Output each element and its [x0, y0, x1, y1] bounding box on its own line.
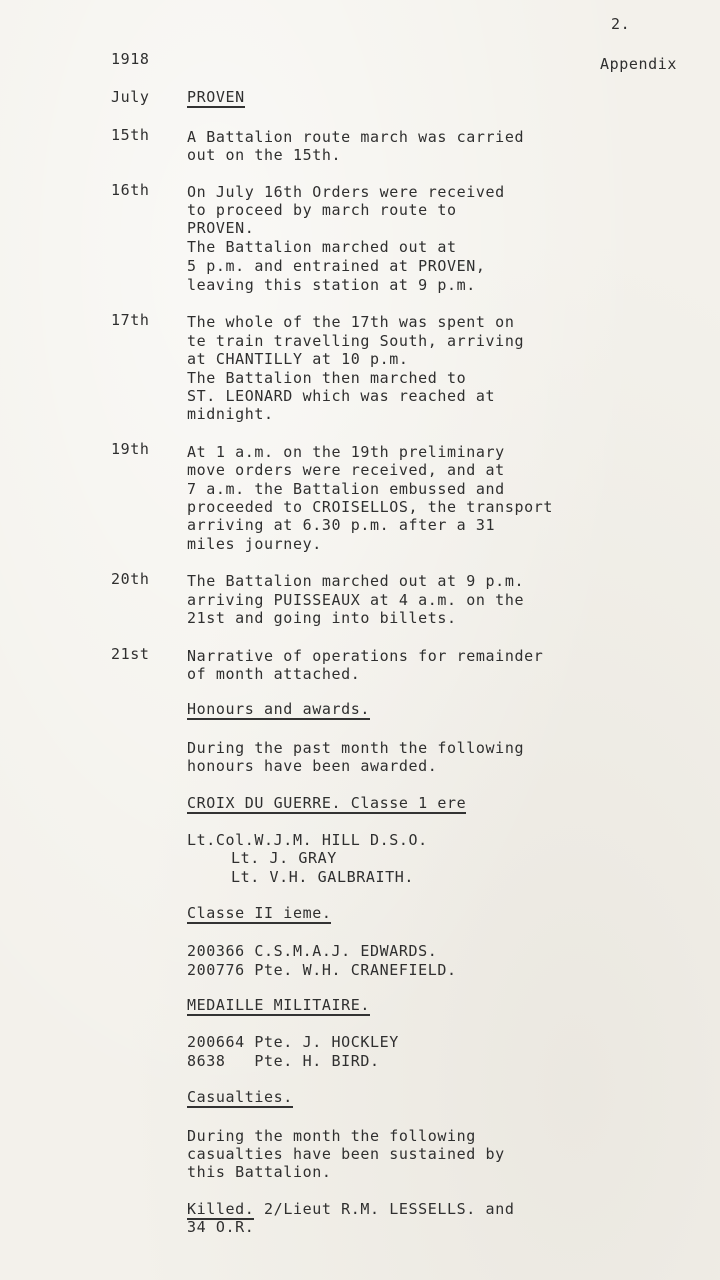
- killed-text: 2/Lieut R.M. LESSELLS. and: [254, 1200, 515, 1218]
- casualties-intro-line: casualties have been sustained by: [187, 1145, 505, 1163]
- entry-line: te train travelling South, arriving: [187, 332, 525, 350]
- honours-intro-line: honours have been awarded.: [187, 757, 438, 775]
- entry-line: arriving PUISSEAUX at 4 a.m. on the: [187, 591, 525, 609]
- entry-line: proceeded to CROISELLOS, the transport: [187, 498, 553, 516]
- entry-line: 5 p.m. and entrained at PROVEN,: [187, 257, 486, 275]
- entry-line: The Battalion marched out at: [187, 238, 457, 256]
- classe-ii-heading: Classe II ieme.: [187, 904, 332, 922]
- entry-line: PROVEN.: [187, 219, 255, 237]
- killed-label: Killed.: [187, 1200, 255, 1218]
- entry-date: 16th: [111, 181, 150, 199]
- award-name: 200664 Pte. J. HOCKLEY: [187, 1033, 399, 1051]
- entry-line: The whole of the 17th was spent on: [187, 313, 515, 331]
- award-name: 8638 Pte. H. BIRD.: [187, 1052, 380, 1070]
- appendix-label: Appendix: [600, 55, 678, 73]
- honours-heading: Honours and awards.: [187, 700, 370, 718]
- croix-du-guerre-heading: CROIX DU GUERRE. Classe 1 ere: [187, 794, 467, 812]
- entry-line: Narrative of operations for remainder: [187, 647, 544, 665]
- award-name: 200366 C.S.M.A.J. EDWARDS.: [187, 942, 438, 960]
- entry-line: at CHANTILLY at 10 p.m.: [187, 350, 409, 368]
- entry-date: 15th: [111, 126, 150, 144]
- entry-line: move orders were received, and at: [187, 461, 505, 479]
- entry-line: On July 16th Orders were received: [187, 183, 505, 201]
- location-heading: PROVEN: [187, 88, 245, 106]
- killed-line-2: 34 O.R.: [187, 1218, 255, 1236]
- entry-line: of month attached.: [187, 665, 361, 683]
- entry-date: 20th: [111, 570, 150, 588]
- entry-line: out on the 15th.: [187, 146, 342, 164]
- entry-line: leaving this station at 9 p.m.: [187, 276, 476, 294]
- entry-date: 21st: [111, 645, 150, 663]
- entry-line: miles journey.: [187, 535, 322, 553]
- award-name: Lt.Col.W.J.M. HILL D.S.O.: [187, 831, 428, 849]
- entry-line: ST. LEONARD which was reached at: [187, 387, 496, 405]
- casualties-intro-line: During the month the following: [187, 1127, 476, 1145]
- award-name: 200776 Pte. W.H. CRANEFIELD.: [187, 961, 457, 979]
- casualties-heading: Casualties.: [187, 1088, 293, 1106]
- entry-line: The Battalion then marched to: [187, 369, 467, 387]
- entry-line: The Battalion marched out at 9 p.m.: [187, 572, 525, 590]
- year: 1918: [111, 50, 150, 68]
- entry-line: to proceed by march route to: [187, 201, 457, 219]
- award-name: Lt. J. GRAY: [231, 849, 337, 867]
- entry-line: At 1 a.m. on the 19th preliminary: [187, 443, 505, 461]
- killed-line: [187, 1200, 514, 1220]
- entry-line: A Battalion route march was carried: [187, 128, 525, 146]
- entry-line: 21st and going into billets.: [187, 609, 457, 627]
- entry-line: 7 a.m. the Battalion embussed and: [187, 480, 505, 498]
- honours-intro-line: During the past month the following: [187, 739, 525, 757]
- entry-line: midnight.: [187, 405, 274, 423]
- month-label: July: [111, 88, 150, 106]
- entry-date: 17th: [111, 311, 150, 329]
- award-name: Lt. V.H. GALBRAITH.: [231, 868, 414, 886]
- entry-date: 19th: [111, 440, 150, 458]
- casualties-intro-line: this Battalion.: [187, 1163, 332, 1181]
- medaille-militaire-heading: MEDAILLE MILITAIRE.: [187, 996, 370, 1014]
- page-number: 2.: [611, 15, 631, 33]
- entry-line: arriving at 6.30 p.m. after a 31: [187, 516, 496, 534]
